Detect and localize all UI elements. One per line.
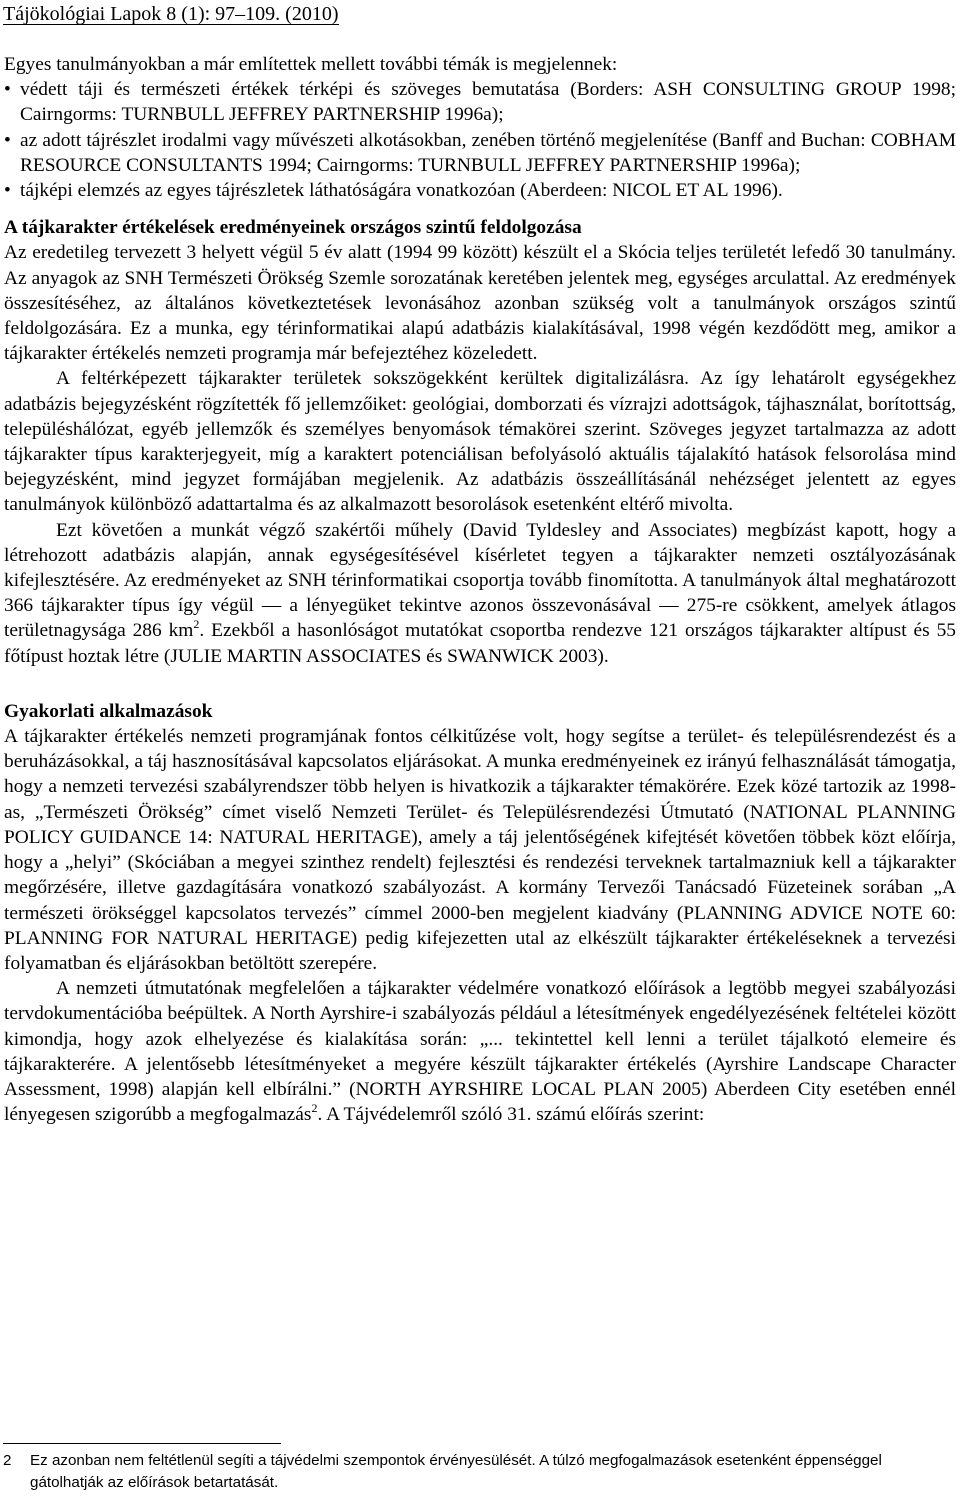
paragraph — [4, 976, 956, 1127]
paragraph-text: Ezt követően a munkát végző szakértői műhely (David Tyldesley and Associates) megbízást kapott, hogy a létrehozott adatbázis alapján, annak egységesítésével kísérletet tegyen a tájkarakter nemzeti osztályozásának kifejlesztésére. Az eredményeket az SNH térinformatikai csoportja tovább finomította. A tanulmányok által meghatározott 366 tájkarakter típus így végül — a lényegüket tekintve azonos összevonásával — 275-re csökkent, amelyek átlagos területnagysága 286 km — [4, 519, 956, 642]
footnote-divider — [3, 1443, 281, 1444]
topic-bullet-list — [4, 77, 956, 203]
paragraph: A feltérképezett tájkarakter területek sokszögekként kerültek digitalizálásra. Az így lehatárolt egységekhez adatbázis bejegyzésként rögzítették fő jellemzőiket: geológiai, domborzati és vízrajzi adottságok, tájhasználat, borítottság, településhálózat, egyéb jellemzők és személyes benyomások témakörei szerint. Szöveges jegyzet tartalmazza az adott tájkarakter típus karakterjegyeit, míg a karaktert potenciálisan befolyásoló aktuális tájalakító hatások felsorolása mind bejegyzésként, mind jegyzet formájában megjelenik. Az adatbázis összeállításánál nehézséget jelentett az egyes tanulmányok különböző adattartalma és az alkalmazott besorolások esetenként eltérő mivolta. — [4, 368, 956, 516]
bullet-text: védett táji és természeti értékek térképi és szöveges bemutatása (Borders: ASH CONSULTING GROUP 1998; Cairngorms: TURNBULL JEFFREY PARTNERSHIP 1996a); — [20, 79, 956, 126]
running-header — [3, 2, 339, 25]
body-text — [4, 52, 956, 1127]
section-heading: Gyakorlati alkalmazások — [4, 700, 213, 722]
bullet-item — [4, 128, 956, 178]
bullet-text: tájképi elemzés az egyes tájrészletek láthatóságára vonatkozóan (Aberdeen: NICOL ET AL 1996). — [20, 180, 783, 202]
paragraph: Az eredetileg tervezett 3 helyett végül 5 év alatt (1994 99 között) készült el a Skócia teljes területét lefedő 30 tanulmány. Az anyagok az SNH Természeti Örökség Szemle sorozatának keretében jelentek meg, egységes arculattal. Az eredmények összesítéséhez, az általános következtetések levonásához azonban szükség volt a tanulmányok országos szintű feldolgozására. Ez a munka, egy térinformatikai alapú adatbázis kialakításával, 1998 végén kezdődött meg, amikor a tájkarakter értékelés nemzeti programja már befejeztéhez közeledett. — [4, 242, 956, 365]
footnote-text: Ez azonban nem feltétlenül segíti a tájvédelmi szempontok érvényesülését. A túlzó megfogalmazások esetenként éppenséggel gátolhatják az előírások betartatását. — [30, 1452, 882, 1491]
section-heading: A tájkarakter értékelések eredményeinek országos szintű feldolgozása — [4, 217, 582, 239]
bullet-icon: • — [4, 79, 11, 101]
bullet-text: az adott tájrészlet irodalmi vagy művészeti alkotásokban, zenében történő megjelenítése (Banff and Buchan: COBHAM RESOURCE CONSULTANTS 1994; Cairngorms: TURNBULL JEFFREY PARTNERSHIP 1996a); — [20, 129, 956, 176]
bullet-icon: • — [4, 129, 11, 151]
footnote — [3, 1450, 953, 1494]
superscript: 2 — [193, 617, 200, 631]
paragraph-text: A nemzeti útmutatónak megfelelően a tájkarakter védelmére vonatkozó előírások a legtöbb megyei szabályozási tervdokumentációba beépültek. A North Ayrshire-i szabályozás például a létesítmények engedélyezésének feltételei között kimondja, hogy azok elhelyezése és kialakítása során: „... tekintettel kell lenni a terület tájalkotó elemeire és tájkarakterére. A jelentősebb létesítményeket a megyére készült tájkarakter értékelés (Ayrshire Landscape Character Assessment, 1998) alapján kell elbírálni.” (NORTH AYRSHIRE LOCAL PLAN 2005) Aberdeen City esetében ennél lényegesen szigorúbb a megfogalmazás — [4, 978, 956, 1126]
paragraph-text: . Ezekből a hasonlóságot mutatókat csoportba rendezve 121 országos tájkarakter altípust és 55 főtípust hoztak létre (JULIE MARTIN ASSOCIATES és SWANWICK 2003). — [4, 620, 956, 667]
bullet-item — [4, 178, 956, 203]
paragraph: A tájkarakter értékelés nemzeti programjának fontos célkitűzése volt, hogy segítse a terület- és településrendezést és a beruházásokkal, a táj hasznosításával kapcsolatos eljárásokat. A munka eredményeinek ez irányú felhasználását támogatja, hogy a nemzeti tervezési szabályrendszer több helyen is hivatkozik a tájkarakter témakörére. Ezek közé tartozik az 1998-as, „Természeti Örökség” címet viselő Nemzeti Terület- és Településrendezési Útmutató (NATIONAL PLANNING POLICY GUIDANCE 14: NATURAL HERITAGE), amely a táj jelentőségének kifejtését követően többek közt előírja, hogy a „helyi” (Skóciában a megyei szinthez rendelt) fejlesztési és rendezési terveknek tartalmazniuk kell a tájkarakter megőrzésére, illetve gazdagítására vonatkozó szabályozást. A kormány Tervezői Tanácsadó Füzeteinek sorában „A természeti örökséggel kapcsolatos tervezés” címmel 2000-ben megjelent kiadvány (PLANNING ADVICE NOTE 60: PLANNING FOR NATURAL HERITAGE) pedig kifejezetten utal az elkészült tájkarakter értékeléseknek a tervezési folyamatban és eljárásokban betöltött szerepére. — [4, 726, 956, 974]
bullet-icon: • — [4, 180, 11, 202]
footnote-marker: 2 — [311, 1100, 318, 1115]
journal-citation: Tájökológiai Lapok 8 (1): 97–109. (2010) — [3, 3, 339, 25]
intro-paragraph: Egyes tanulmányokban a már említettek mellett további témák is megjelennek: — [4, 54, 618, 75]
bullet-item — [4, 77, 956, 127]
paragraph-text: . A Tájvédelemről szóló 31. számú előírás szerint: — [317, 1104, 705, 1126]
footnote-number: 2 — [3, 1452, 12, 1469]
paragraph — [4, 518, 956, 669]
